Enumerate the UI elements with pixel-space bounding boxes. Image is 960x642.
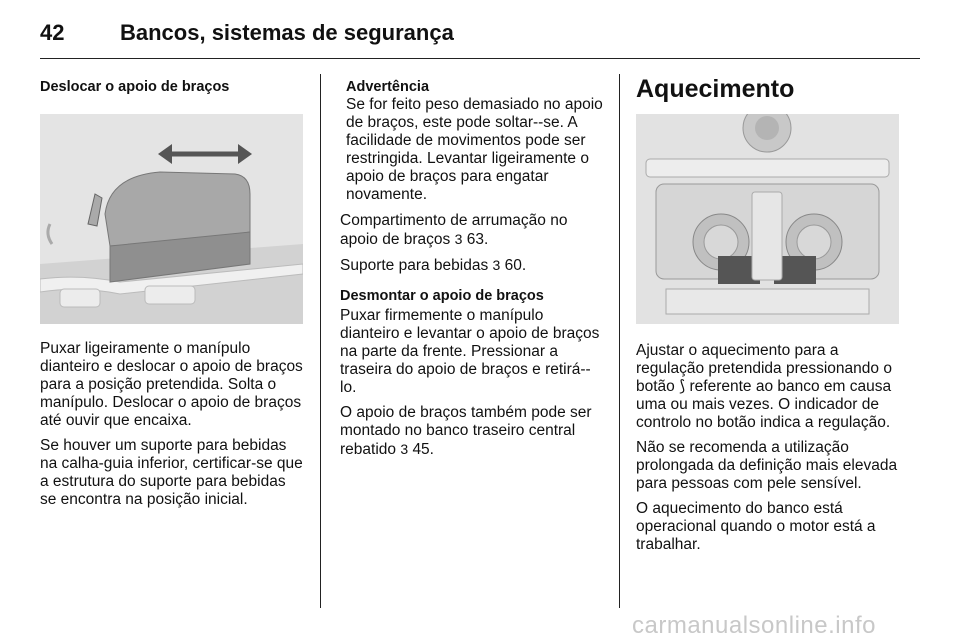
warning-text: Se for feito peso demasiado no apoio de braços, este pode soltar--se. A facilidade de movimentos pode ser restringida. Levantar ligeiramente o apoio de braços para engatar novamente. [346, 96, 603, 203]
paragraph-armrest-move: Puxar ligeiramente o manípulo dianteiro e deslocar o apoio de braços para a posição pretendida. Solta o manípulo. Deslocar o apoio de braços até ouvir que encaixa. [40, 340, 303, 429]
column-1 [40, 78, 304, 516]
paragraph-heating-warning: Não se recomenda a utilização prolongada da definição mais elevada para pessoas com pele sensível. [636, 439, 898, 492]
paragraph-heating-engine: O aquecimento do banco está operacional quando o motor está a trabalhar. [636, 500, 876, 553]
heating-panel-drawing [636, 114, 899, 324]
column-3 [636, 75, 904, 561]
watermark: carmanualsonline.info [632, 612, 876, 639]
reference-storage-text: Compartimento de arrumação no apoio de braços [340, 212, 568, 248]
page-reference-icon: 3 [400, 441, 409, 457]
reference-cupholder [340, 256, 605, 275]
paragraph-armrest-remove: Puxar firmemente o manípulo dianteiro e levantar o apoio de braços na parte da frente. Pressionar a traseira do apoio de braços e retirá--lo. [340, 307, 600, 396]
section-title-heating: Aquecimento [636, 75, 795, 103]
reference-cupholder-text: Suporte para bebidas [340, 257, 489, 274]
armrest-illustration [40, 114, 303, 324]
armrest-drawing [40, 114, 303, 324]
reference-cupholder-page: 60. [504, 257, 527, 274]
paragraph-heating-adjust-a: Ajustar o aquecimento para a regulação pretendida pressionando o botão [636, 342, 892, 395]
warning-title: Advertência [346, 79, 430, 95]
page-header [40, 18, 920, 59]
warning-box [340, 78, 605, 204]
paragraph-heating-adjust [636, 342, 904, 432]
paragraph-cupholder: Se houver um suporte para bebidas na calha-guia inferior, certificar-se que a estrutura do suporte para bebidas se encontra na posição inicial. [40, 437, 303, 508]
page-reference-icon: 3 [492, 257, 501, 273]
paragraph-heating-adjust-b: referente ao banco em causa uma ou mais vezes. O indicador de controlo no botão indica a regulação. [636, 378, 892, 431]
reference-storage-page: 63. [466, 231, 489, 248]
heating-panel-illustration [636, 114, 899, 324]
paragraph-rear-mount-text: O apoio de braços também pode ser montado no banco traseiro central rebatido [340, 404, 592, 458]
column-divider-1 [320, 74, 321, 608]
reference-storage [340, 212, 605, 249]
page-reference-icon: 3 [454, 231, 463, 247]
section-heading-armrest-remove: Desmontar o apoio de braços [340, 288, 544, 304]
seat-heat-icon: ⟆ [679, 378, 686, 395]
page-number: 42 [40, 20, 65, 45]
paragraph-rear-mount-page: 45. [412, 441, 434, 458]
chapter-title: Bancos, sistemas de segurança [120, 20, 454, 45]
column-2 [340, 78, 605, 466]
column-divider-2 [619, 74, 620, 608]
section-heading-armrest-move: Deslocar o apoio de braços [40, 79, 230, 95]
paragraph-rear-mount [340, 404, 605, 459]
